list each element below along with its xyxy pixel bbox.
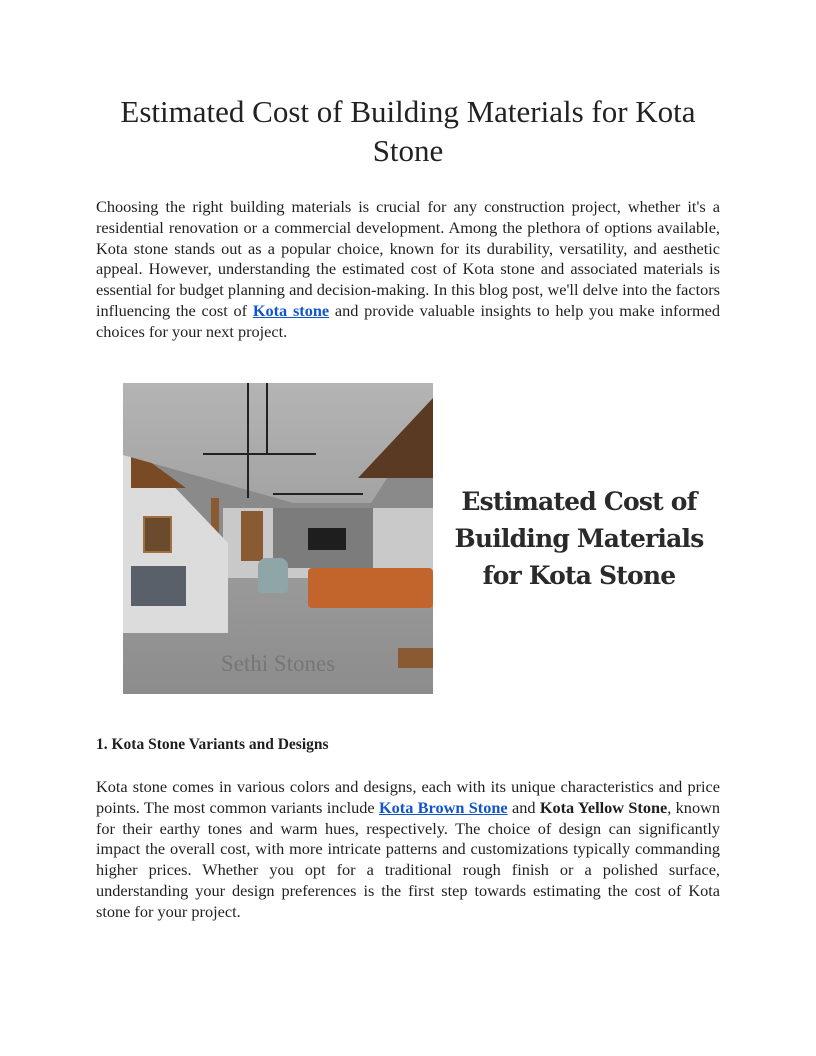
document-title: Estimated Cost of Building Materials for Kota Stone <box>120 94 696 168</box>
watermark: Sethi Stones <box>220 651 336 676</box>
section-text-and: and <box>507 797 540 817</box>
kota-brown-stone-link[interactable]: Kota Brown Stone <box>378 797 508 817</box>
section-text: Kota stone comes in various colors and designs, each with its unique characteristics and price points. The most common variants include <box>96 777 720 817</box>
section-paragraph <box>96 777 720 923</box>
banner-title: Estimated Cost of Building Materials for Kota Stone <box>454 487 704 590</box>
intro-text: Choosing the right building materials is crucial for any construction project, whether it's a residential renovation or a commercial development. Among the plethora of options available, Kota stone stands out as a popular choice, known for its durability, versatility, and aesthetic appeal. However, understanding the estimated cost of Kota stone and associated materials is essential for budget planning and decision-making. In this blog post, we'll delve into the factors influencing the cost of <box>96 197 720 320</box>
interior-photo <box>123 383 433 694</box>
kota-stone-link[interactable]: Kota stone <box>252 300 330 320</box>
section-text-end: , known for their earthy tones and warm hues, respectively. The choice of design can significantly impact the overall cost, with more intricate patterns and customizations typically commanding higher prices. Whether you opt for a traditional rough finish or a polished surface, understanding your design preferences is the first step towards estimating the cost of Kota stone for your project. <box>96 797 720 921</box>
banner-image <box>123 383 723 694</box>
intro-paragraph <box>96 197 720 343</box>
kota-yellow-stone-bold: Kota Yellow Stone <box>539 797 668 817</box>
section-heading: 1. Kota Stone Variants and Designs <box>96 736 329 753</box>
intro-text-end: and provide valuable insights to help you make informed choices for your next project. <box>96 300 720 341</box>
